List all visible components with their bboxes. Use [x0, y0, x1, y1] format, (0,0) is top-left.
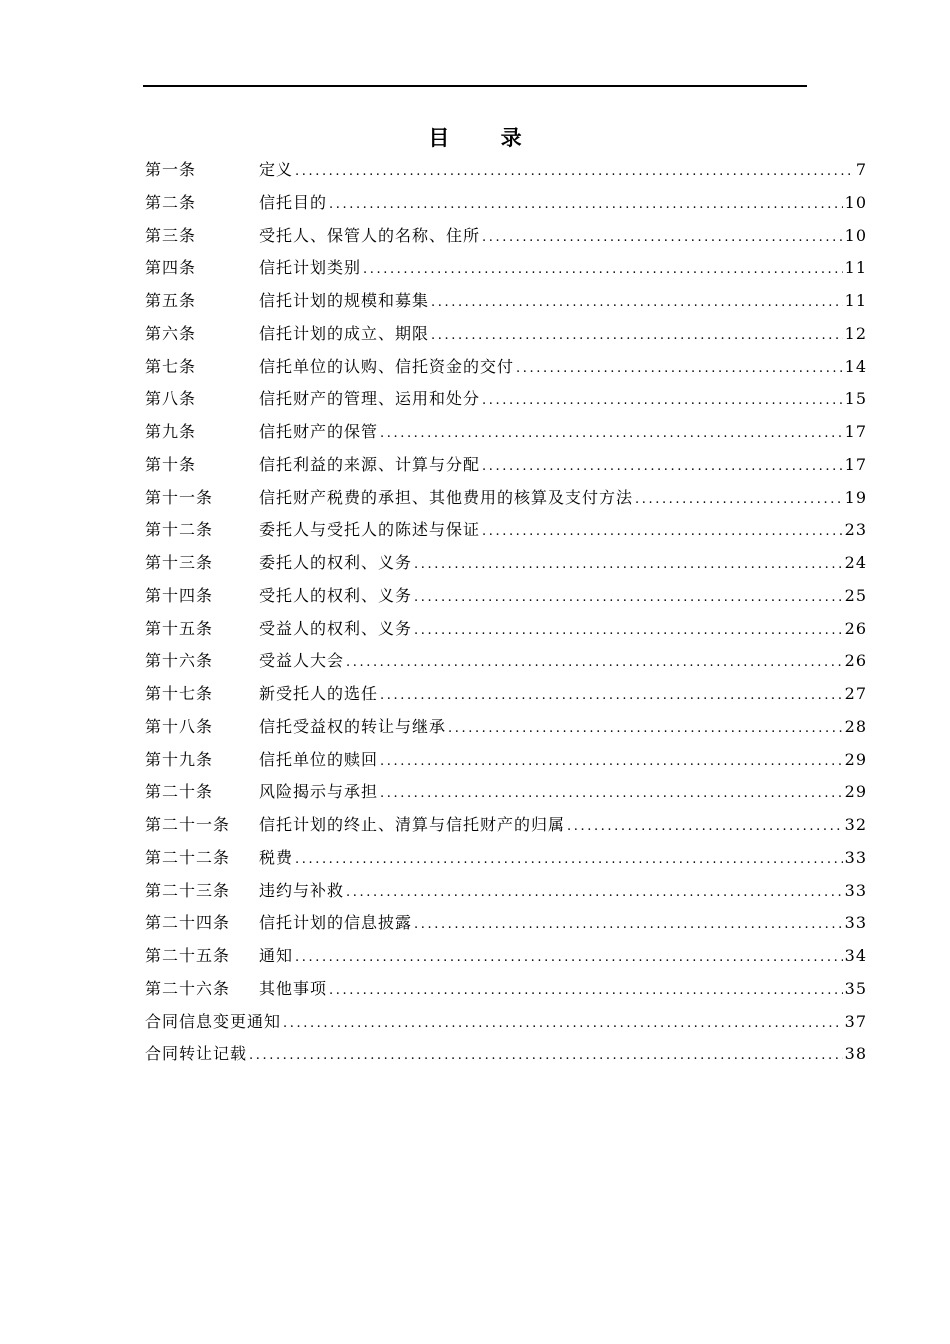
toc-entry-page: 17 — [844, 422, 867, 441]
toc-dot-leader — [329, 975, 843, 1008]
toc-entry-number: 第二十一条 — [145, 815, 231, 834]
toc-entry-page: 10 — [844, 192, 867, 212]
toc-entry-number: 第十八条 — [145, 716, 214, 736]
toc-entry[interactable] — [145, 351, 867, 384]
toc-entry[interactable] — [145, 907, 867, 940]
toc-entry-page: 12 — [844, 323, 867, 343]
toc-dot-leader — [482, 451, 843, 484]
toc-entry-page: 38 — [844, 1044, 867, 1064]
toc-dot-leader — [414, 582, 843, 615]
toc-entry[interactable] — [145, 842, 867, 875]
toc-entry-page: 19 — [844, 487, 867, 507]
toc-entry-page: 34 — [844, 946, 867, 965]
toc-entry[interactable] — [145, 678, 867, 711]
toc-entry[interactable] — [145, 482, 867, 515]
toc-entry-label: 合同信息变更通知 — [145, 1011, 282, 1031]
toc-entry-page: 35 — [844, 978, 867, 998]
toc-entry-page: 7 — [855, 160, 867, 179]
toc-entry-number: 第二十二条 — [145, 847, 231, 867]
toc-entry-label: 其他事项 — [259, 978, 328, 998]
toc-entry-label: 信托财产的管理、运用和处分 — [259, 389, 481, 409]
toc-dot-leader — [380, 746, 843, 779]
toc-entry[interactable] — [145, 514, 867, 547]
toc-entry[interactable] — [145, 580, 867, 613]
toc-entry-page: 32 — [844, 815, 867, 834]
toc-dot-leader — [346, 647, 843, 680]
toc-dot-leader — [414, 615, 843, 648]
toc-dot-leader — [295, 942, 843, 975]
toc-entry-label: 信托计划的规模和募集 — [259, 291, 430, 310]
toc-dot-leader — [380, 418, 843, 451]
toc-dot-leader — [363, 254, 843, 287]
toc-entry[interactable] — [145, 318, 867, 351]
toc-entry[interactable] — [145, 449, 867, 482]
toc-entry-number: 第十九条 — [145, 749, 214, 769]
toc-dot-leader — [283, 1008, 843, 1041]
toc-dot-leader — [448, 713, 843, 746]
toc-dot-leader — [516, 353, 843, 386]
toc-entry-label: 信托财产的保管 — [259, 422, 379, 441]
toc-entry-page: 33 — [844, 847, 867, 867]
toc-entry-number: 第九条 — [145, 422, 197, 441]
toc-entry-label: 信托计划的终止、清算与信托财产的归属 — [259, 815, 566, 834]
toc-dot-leader — [346, 877, 843, 910]
toc-entry[interactable] — [145, 973, 867, 1006]
toc-entry-page: 10 — [844, 225, 867, 245]
toc-entry-number: 第十二条 — [145, 520, 214, 540]
toc-entry[interactable] — [145, 711, 867, 744]
toc-entry-label: 信托计划类别 — [259, 258, 362, 278]
toc-dot-leader — [380, 778, 843, 811]
toc-entry-label: 新受托人的选任 — [259, 684, 379, 703]
toc-dot-leader — [295, 844, 843, 877]
toc-entry-number: 第八条 — [145, 389, 197, 409]
toc-entry-page: 33 — [844, 880, 867, 900]
toc-entry-page: 24 — [844, 553, 867, 572]
toc-entry-number: 第十六条 — [145, 651, 214, 671]
toc-entry[interactable] — [145, 285, 867, 318]
toc-entry-label: 税费 — [259, 847, 294, 867]
toc-entry[interactable] — [145, 645, 867, 678]
toc-entry-label: 受托人、保管人的名称、住所 — [259, 225, 481, 245]
toc-entry[interactable] — [145, 252, 867, 285]
toc-dot-leader — [329, 189, 843, 222]
toc-entry-label: 委托人的权利、义务 — [259, 553, 413, 572]
toc-entry-number: 第五条 — [145, 291, 197, 310]
toc-entry-page: 23 — [844, 520, 867, 540]
toc-entry-page: 28 — [844, 716, 867, 736]
toc-entry-label: 合同转让记载 — [145, 1044, 248, 1064]
toc-dot-leader — [431, 320, 843, 353]
toc-entry-label: 受托人的权利、义务 — [259, 585, 413, 605]
toc-entry-page: 33 — [844, 913, 867, 933]
toc-entry-number: 第三条 — [145, 225, 197, 245]
toc-entry-page: 26 — [844, 651, 867, 671]
toc-entry-number: 第十四条 — [145, 585, 214, 605]
toc-entry[interactable] — [145, 187, 867, 220]
toc-dot-leader — [482, 222, 843, 255]
toc-entry[interactable] — [145, 220, 867, 253]
toc-entry-number: 第十条 — [145, 454, 197, 474]
toc-dot-leader — [414, 909, 843, 942]
toc-entry-number: 第二十三条 — [145, 880, 231, 900]
toc-dot-leader — [380, 680, 843, 713]
toc-entry[interactable] — [145, 383, 867, 416]
toc-entry-label: 信托计划的信息披露 — [259, 913, 413, 933]
toc-entry-label: 信托利益的来源、计算与分配 — [259, 454, 481, 474]
toc-entry-number: 第四条 — [145, 258, 197, 278]
toc-entry-number: 第一条 — [145, 160, 197, 179]
toc-entry-page: 11 — [844, 258, 867, 278]
toc-entry-label: 信托计划的成立、期限 — [259, 323, 430, 343]
toc-entry[interactable] — [145, 547, 867, 580]
toc-entry-label: 信托目的 — [259, 192, 328, 212]
toc-entry-number: 第十七条 — [145, 684, 214, 703]
toc-dot-leader — [249, 1040, 843, 1073]
toc-entry-label: 受益人的权利、义务 — [259, 618, 413, 638]
toc-entry[interactable] — [145, 416, 867, 449]
toc-title: 目 录 — [428, 125, 544, 150]
toc-entry-number: 第十三条 — [145, 553, 214, 572]
toc-entry-label: 信托单位的赎回 — [259, 749, 379, 769]
toc-entry-label: 委托人与受托人的陈述与保证 — [259, 520, 481, 540]
toc-entry-number: 第二十五条 — [145, 946, 231, 965]
toc-entry-number: 第六条 — [145, 323, 197, 343]
toc-entry-label: 定义 — [259, 160, 294, 179]
toc-entry-number: 第十一条 — [145, 487, 214, 507]
toc-entry-page: 29 — [844, 749, 867, 769]
table-of-contents — [145, 154, 867, 1071]
toc-entry-number: 第十五条 — [145, 618, 214, 638]
toc-dot-leader — [567, 811, 843, 844]
toc-entry[interactable] — [145, 875, 867, 908]
toc-entry-page: 26 — [844, 618, 867, 638]
toc-entry-page: 27 — [844, 684, 867, 703]
toc-entry-page: 17 — [844, 454, 867, 474]
toc-entry[interactable] — [145, 154, 867, 187]
toc-dot-leader — [295, 156, 854, 189]
toc-dot-leader — [414, 549, 843, 582]
toc-entry-number: 第二十六条 — [145, 978, 231, 998]
toc-entry-label: 风险揭示与承担 — [259, 782, 379, 802]
toc-dot-leader — [431, 287, 843, 320]
toc-entry-label: 信托财产税费的承担、其他费用的核算及支付方法 — [259, 487, 634, 507]
toc-entry[interactable] — [145, 744, 867, 777]
toc-entry-page: 37 — [844, 1011, 867, 1031]
toc-entry-label: 通知 — [259, 946, 294, 965]
toc-entry-number: 第七条 — [145, 356, 197, 376]
toc-entry[interactable] — [145, 1006, 867, 1039]
toc-entry-page: 14 — [844, 356, 867, 376]
header-rule — [143, 85, 807, 87]
toc-entry[interactable] — [145, 809, 867, 842]
toc-entry-label: 受益人大会 — [259, 651, 345, 671]
toc-entry[interactable] — [145, 776, 867, 809]
toc-entry-page: 11 — [844, 291, 867, 310]
toc-entry[interactable] — [145, 940, 867, 973]
toc-entry-label: 违约与补救 — [259, 880, 345, 900]
toc-entry-label: 信托单位的认购、信托资金的交付 — [259, 356, 515, 376]
toc-entry-page: 29 — [844, 782, 867, 802]
toc-dot-leader — [482, 516, 843, 549]
toc-dot-leader — [635, 484, 843, 517]
toc-entry-page: 15 — [844, 389, 867, 409]
toc-entry-number: 第二十条 — [145, 782, 214, 802]
toc-entry-label: 信托受益权的转让与继承 — [259, 716, 447, 736]
toc-dot-leader — [482, 385, 843, 418]
toc-entry-number: 第二十四条 — [145, 913, 231, 933]
toc-entry[interactable] — [145, 613, 867, 646]
toc-entry-page: 25 — [844, 585, 867, 605]
toc-entry[interactable] — [145, 1038, 867, 1071]
toc-entry-number: 第二条 — [145, 192, 197, 212]
